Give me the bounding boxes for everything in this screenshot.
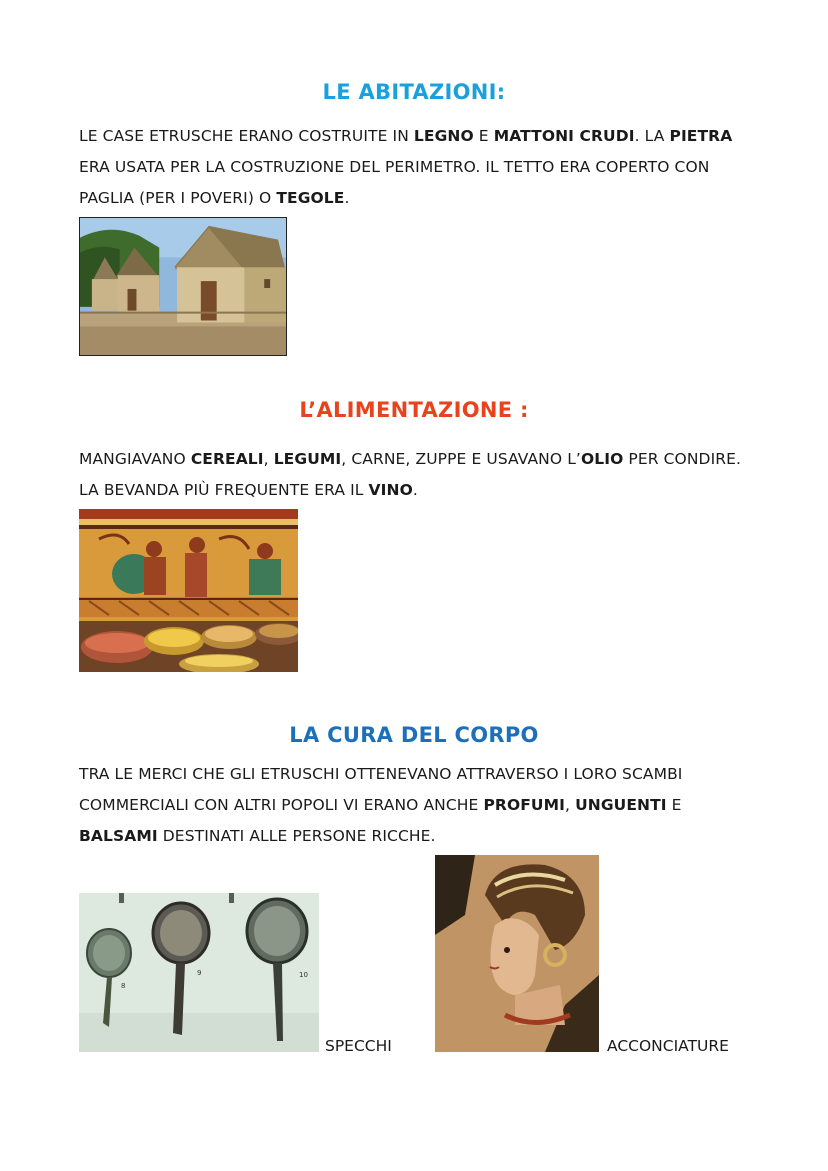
caption-acconciature: ACCONCIATURE bbox=[607, 1037, 729, 1055]
mirror-number-10: 10 bbox=[299, 971, 308, 979]
section-title-alimentazione: L’ALIMENTAZIONE : bbox=[299, 398, 529, 422]
section-title-cura-corpo: LA CURA DEL CORPO bbox=[289, 723, 539, 747]
banquet-fresco-photo bbox=[79, 509, 298, 672]
etruscan-houses-photo bbox=[79, 217, 287, 356]
paragraph-cura-corpo: TRA LE MERCI CHE GLI ETRUSCHI OTTENEVANO ATTRAVERSO I LORO SCAMBI COMMERCIALI CON ALTRI POPOLI VI ERANO ANCHE PROFUMI, UNGUENTI E BALSAMI DESTINATI ALLE PERSONE RICCHE. bbox=[79, 765, 683, 845]
section-title-abitazioni: LE ABITAZIONI: bbox=[322, 80, 506, 104]
etruscan-hairstyle-fresco bbox=[435, 855, 599, 1052]
paragraph-abitazioni: LE CASE ETRUSCHE ERANO COSTRUITE IN LEGNO E MATTONI CRUDI. LA PIETRA ERA USATA PER LA COSTRUZIONE DEL PERIMETRO. IL TETTO ERA COPERTO CON PAGLIA (PER I POVERI) O TEGOLE. bbox=[79, 127, 733, 207]
mirror-number-8: 8 bbox=[121, 982, 126, 990]
caption-specchi: SPECCHI bbox=[325, 1037, 392, 1055]
paragraph-alimentazione: MANGIAVANO CEREALI, LEGUMI, CARNE, ZUPPE E USAVANO L’OLIO PER CONDIRE. LA BEVANDA PIÙ FREQUENTE ERA IL VINO. bbox=[79, 450, 742, 499]
etruscan-mirrors-photo bbox=[79, 893, 319, 1052]
mirror-number-9: 9 bbox=[197, 969, 202, 977]
